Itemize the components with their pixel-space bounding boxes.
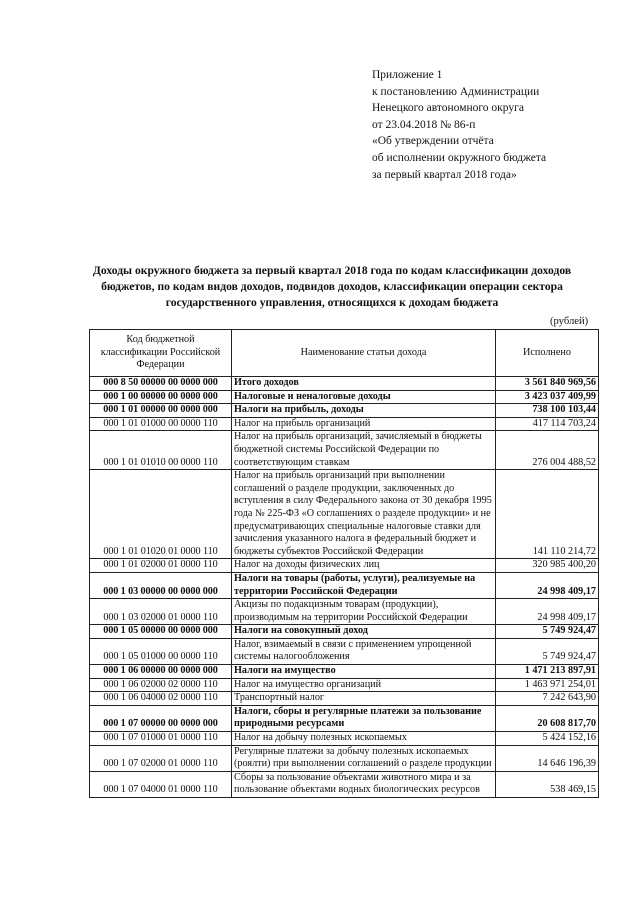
table-row xyxy=(90,678,599,692)
row-amount: 20 608 817,70 xyxy=(496,705,599,731)
row-amount: 24 998 409,17 xyxy=(496,572,599,598)
row-code: 000 1 07 04000 01 0000 110 xyxy=(90,771,232,797)
row-code: 000 1 06 02000 02 0000 110 xyxy=(90,678,232,692)
row-code: 000 1 01 02000 01 0000 110 xyxy=(90,559,232,573)
row-code: 000 1 01 01020 01 0000 110 xyxy=(90,470,232,559)
row-amount: 417 114 703,24 xyxy=(496,417,599,431)
row-amount: 276 004 488,52 xyxy=(496,431,599,470)
row-code: 000 1 03 00000 00 0000 000 xyxy=(90,572,232,598)
row-code: 000 1 07 02000 01 0000 110 xyxy=(90,745,232,771)
units-label: (рублей) xyxy=(550,316,589,327)
row-amount: 7 242 643,90 xyxy=(496,692,599,706)
row-name: Налоги на имущество xyxy=(232,665,496,679)
row-code: 000 1 01 01010 00 0000 110 xyxy=(90,431,232,470)
row-name: Транспортный налог xyxy=(232,692,496,706)
table-row xyxy=(90,625,599,639)
row-amount: 320 985 400,20 xyxy=(496,559,599,573)
table-row xyxy=(90,470,599,559)
row-name: Налоги на совокупный доход xyxy=(232,625,496,639)
row-name: Акцизы по подакцизным товарам (продукции), производимым на территории Российской Федерации xyxy=(232,599,496,625)
row-code: 000 1 06 04000 02 0000 110 xyxy=(90,692,232,706)
table-row xyxy=(90,745,599,771)
header-amount: Исполнено xyxy=(496,330,599,377)
row-amount: 1 471 213 897,91 xyxy=(496,665,599,679)
row-name: Налог на имущество организаций xyxy=(232,678,496,692)
row-name: Налоги, сборы и регулярные платежи за пользование природными ресурсами xyxy=(232,705,496,731)
table-header-row xyxy=(90,330,599,377)
table-row xyxy=(90,559,599,573)
row-name: Налоги на товары (работы, услуги), реализуемые на территории Российской Федерации xyxy=(232,572,496,598)
row-name: Итого доходов xyxy=(232,377,496,391)
table-row xyxy=(90,705,599,731)
table-row xyxy=(90,377,599,391)
row-amount: 141 110 214,72 xyxy=(496,470,599,559)
table-row xyxy=(90,638,599,664)
appendix-line: к постановлению Администрации xyxy=(372,85,540,98)
appendix-block xyxy=(372,67,622,183)
row-code: 000 1 07 00000 00 0000 000 xyxy=(90,705,232,731)
row-code: 000 1 05 00000 00 0000 000 xyxy=(90,625,232,639)
appendix-line: Ненецкого автономного округа xyxy=(372,102,524,115)
table-row xyxy=(90,572,599,598)
row-name: Налог, взимаемый в связи с применением упрощенной системы налогообложения xyxy=(232,638,496,664)
header-name: Наименование статьи дохода xyxy=(232,330,496,377)
appendix-line: об исполнении окружного бюджета xyxy=(372,151,547,164)
table-row xyxy=(90,431,599,470)
row-code: 000 8 50 00000 00 0000 000 xyxy=(90,377,232,391)
row-amount: 738 100 103,44 xyxy=(496,404,599,418)
table-row xyxy=(90,599,599,625)
document-title: Доходы окружного бюджета за первый квартал 2018 года по кодам классификации доходов бюджетов, по кодам видов доходов, подвидов доходов, классификации операции сектора государственного управления, относящихся к доходам бюджета xyxy=(92,264,572,310)
row-name: Налог на прибыль организаций, зачисляемый в бюджеты бюджетной системы Российской Федерации по соответствующим ставкам xyxy=(232,431,496,470)
row-name: Сборы за пользование объектами животного мира и за пользование объектами водных биологических ресурсов xyxy=(232,771,496,797)
row-amount: 5 424 152,16 xyxy=(496,732,599,746)
row-amount: 3 561 840 969,56 xyxy=(496,377,599,391)
row-name: Налоговые и неналоговые доходы xyxy=(232,390,496,404)
row-code: 000 1 03 02000 01 0000 110 xyxy=(90,599,232,625)
appendix-line: «Об утверждении отчёта xyxy=(372,135,494,148)
header-code: Код бюджетной классификации Российской Федерации xyxy=(90,330,232,377)
appendix-line: от 23.04.2018 № 86-п xyxy=(372,118,476,131)
appendix-line: Приложение 1 xyxy=(372,69,443,81)
table-body xyxy=(90,377,599,798)
row-code: 000 1 06 00000 00 0000 000 xyxy=(90,665,232,679)
row-amount: 14 646 196,39 xyxy=(496,745,599,771)
row-code: 000 1 01 01000 00 0000 110 xyxy=(90,417,232,431)
row-amount: 5 749 924,47 xyxy=(496,625,599,639)
row-code: 000 1 01 00000 00 0000 000 xyxy=(90,404,232,418)
row-name: Налог на прибыль организаций при выполнении соглашений о разделе продукции, заключенных до вступления в силу Федерального закона от 30 декабря 1995 года № 225-ФЗ «О соглашениях о разделе продукции» и не предусматривающих специальные налоговые ставки для зачисления указанного налога в федеральный бюджет и бюджеты субъектов Российской Федерации xyxy=(232,470,496,559)
row-code: 000 1 07 01000 01 0000 110 xyxy=(90,732,232,746)
appendix-line: за первый квартал 2018 года» xyxy=(372,168,517,181)
table-row xyxy=(90,692,599,706)
row-code: 000 1 00 00000 00 0000 000 xyxy=(90,390,232,404)
row-amount: 5 749 924,47 xyxy=(496,638,599,664)
table-row xyxy=(90,404,599,418)
row-name: Налог на добычу полезных ископаемых xyxy=(232,732,496,746)
budget-table xyxy=(89,329,599,798)
row-name: Регулярные платежи за добычу полезных ископаемых (роялти) при выполнении соглашений о разделе продукции xyxy=(232,745,496,771)
table-row xyxy=(90,732,599,746)
table-row xyxy=(90,771,599,797)
row-amount: 1 463 971 254,01 xyxy=(496,678,599,692)
row-amount: 24 998 409,17 xyxy=(496,599,599,625)
table-row xyxy=(90,417,599,431)
row-name: Налоги на прибыль, доходы xyxy=(232,404,496,418)
row-code: 000 1 05 01000 00 0000 110 xyxy=(90,638,232,664)
row-amount: 538 469,15 xyxy=(496,771,599,797)
row-name: Налог на доходы физических лиц xyxy=(232,559,496,573)
table-row xyxy=(90,665,599,679)
row-amount: 3 423 037 409,99 xyxy=(496,390,599,404)
row-name: Налог на прибыль организаций xyxy=(232,417,496,431)
table-row xyxy=(90,390,599,404)
